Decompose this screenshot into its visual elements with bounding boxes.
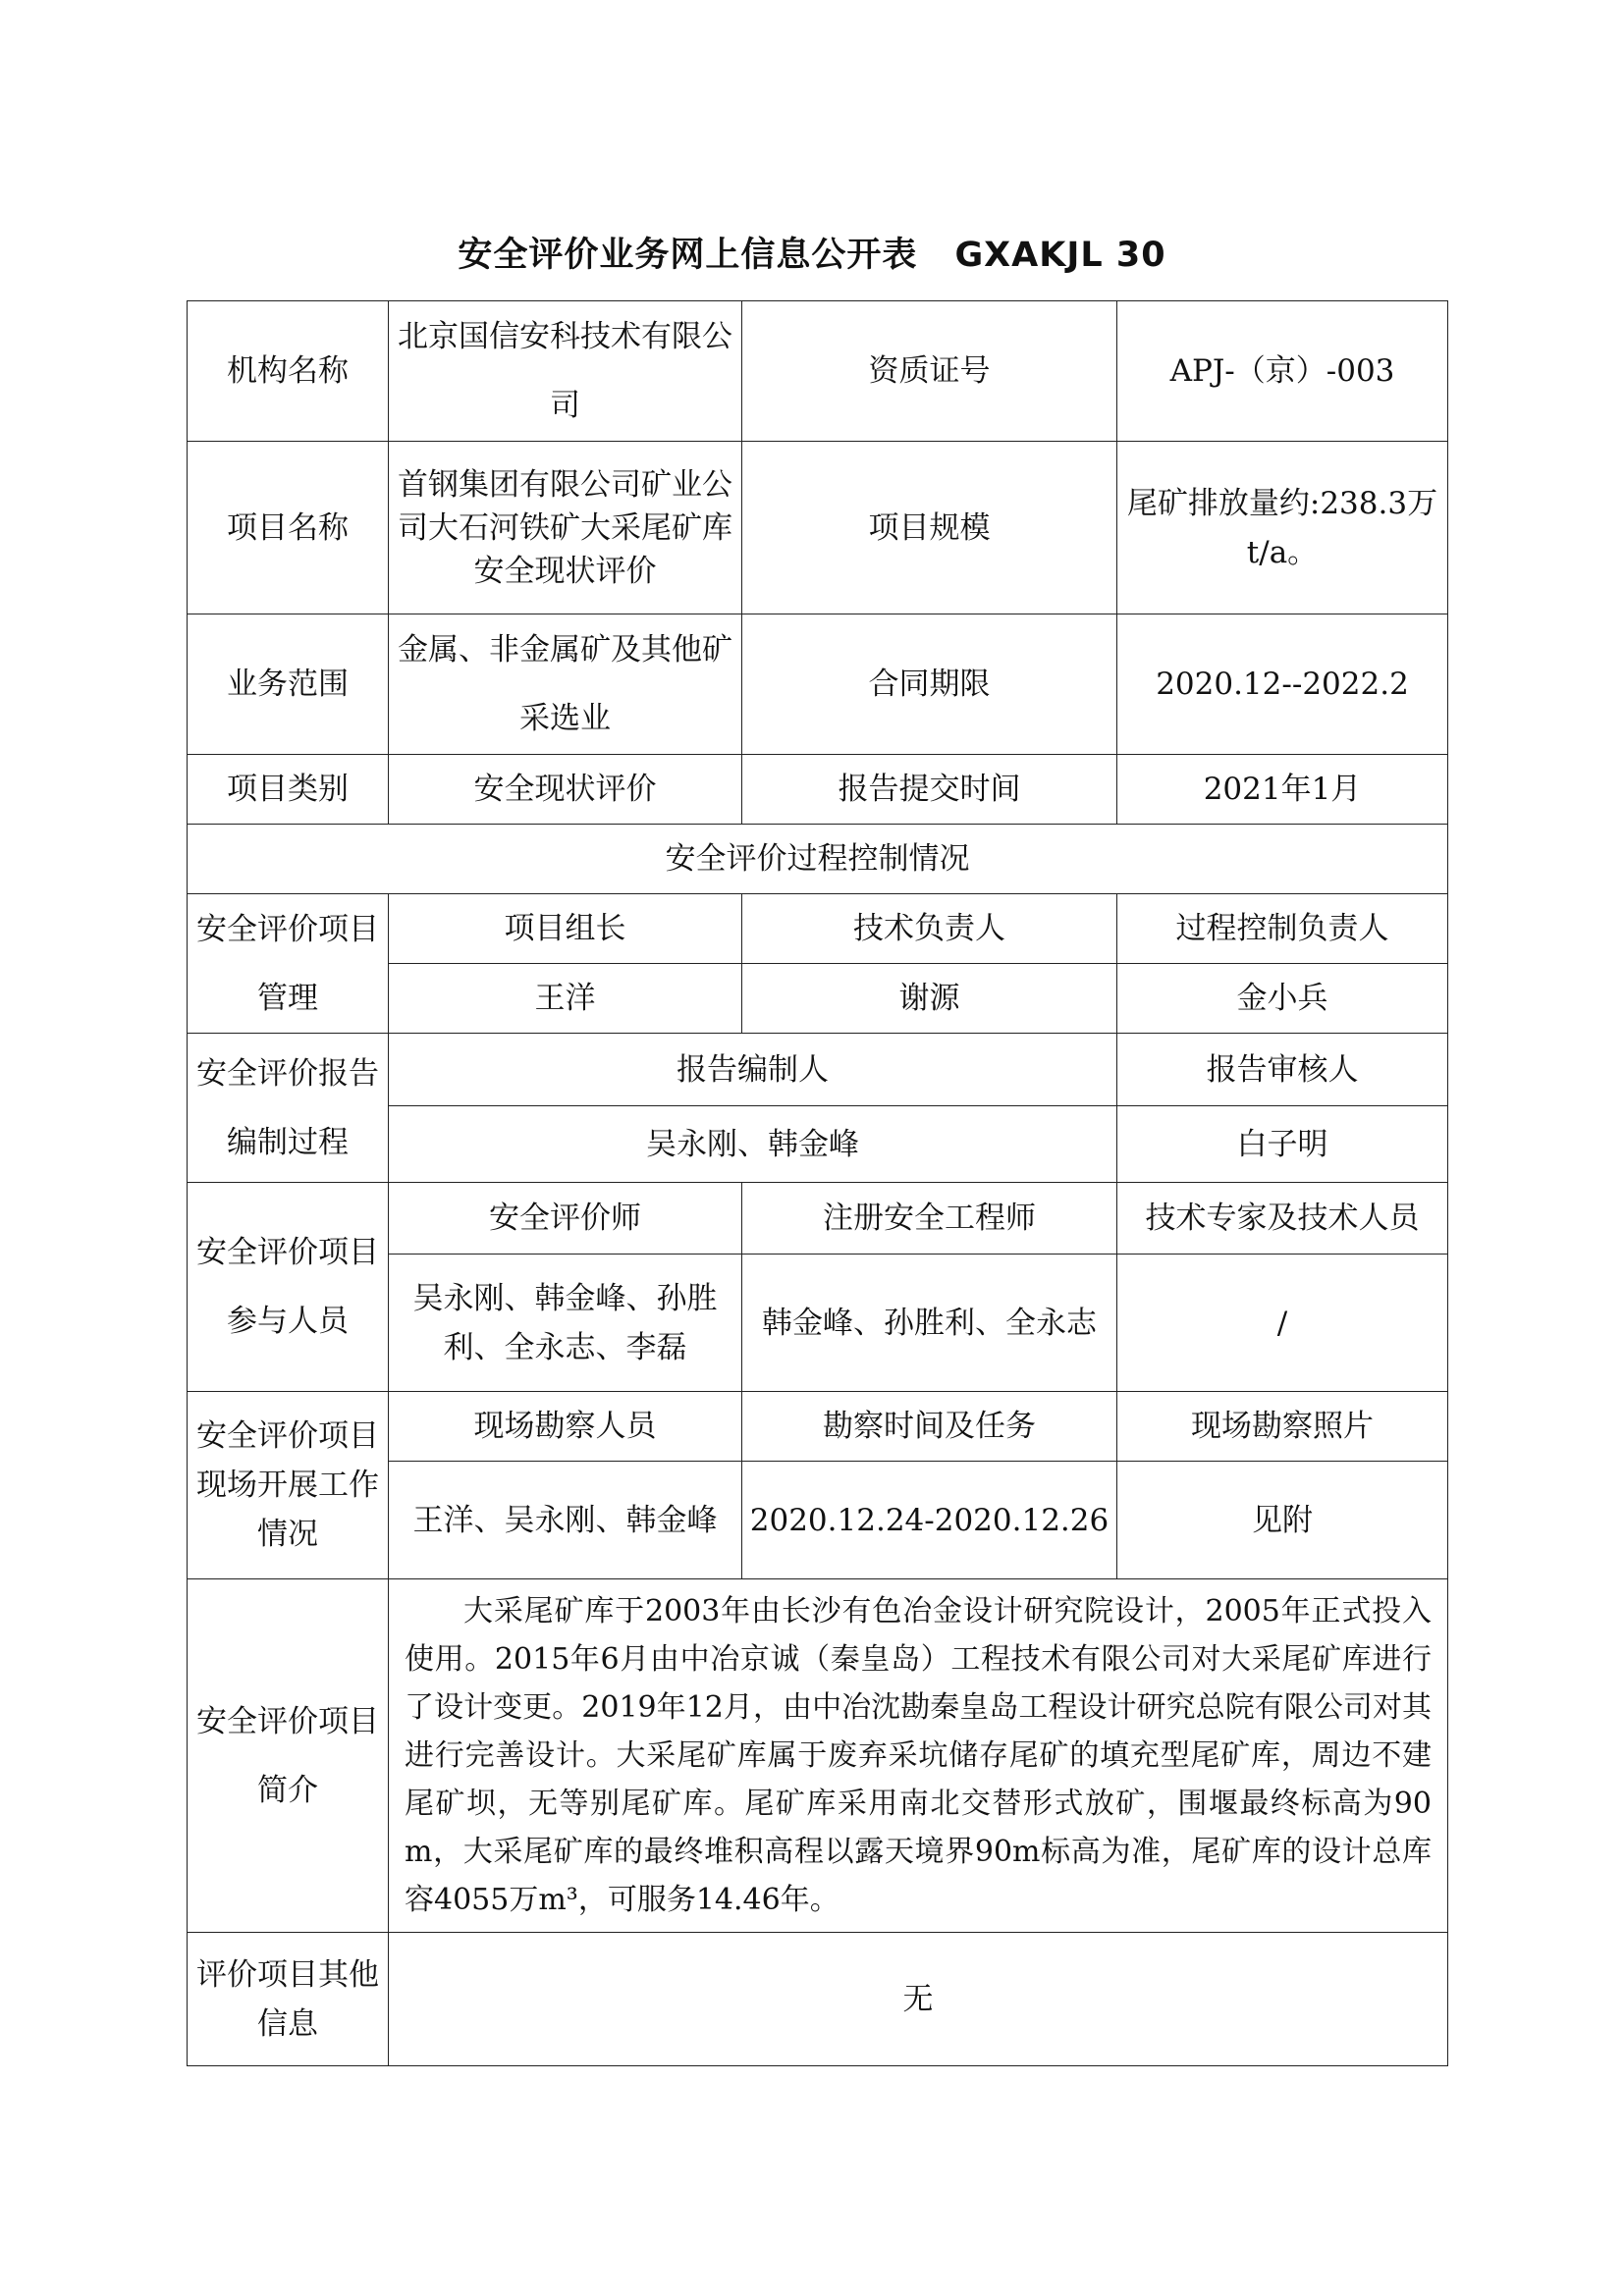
leader-label: 项目组长	[389, 894, 742, 964]
title-text: 安全评价业务网上信息公开表	[458, 236, 918, 275]
submit-value: 2021年1月	[1117, 755, 1448, 825]
scale-value: 尾矿排放量约:238.3万t/a。	[1117, 442, 1448, 614]
contract-label: 合同期限	[742, 614, 1117, 755]
other-value: 无	[389, 1933, 1448, 2066]
contract-value: 2020.12--2022.2	[1117, 614, 1448, 755]
survey-time-label: 勘察时间及任务	[742, 1392, 1117, 1462]
tech-value: 谢源	[742, 964, 1117, 1034]
leader-value: 王洋	[389, 964, 742, 1034]
survey-time-value: 2020.12.24-2020.12.26	[742, 1462, 1117, 1579]
report-label: 安全评价报告编制过程	[188, 1034, 389, 1183]
control-value: 金小兵	[1117, 964, 1448, 1034]
process-header: 安全评价过程控制情况	[188, 825, 1448, 894]
scope-label: 业务范围	[188, 614, 389, 755]
scale-label: 项目规模	[742, 442, 1117, 614]
reviewer-value: 白子明	[1117, 1106, 1448, 1183]
photo-label: 现场勘察照片	[1117, 1392, 1448, 1462]
photo-value: 见附	[1117, 1462, 1448, 1579]
engineer-label: 注册安全工程师	[742, 1183, 1117, 1255]
info-table	[187, 300, 1448, 2066]
cert-label: 资质证号	[742, 301, 1117, 442]
form-code: GXAKJL 30	[954, 236, 1166, 275]
surveyor-label: 现场勘察人员	[389, 1392, 742, 1462]
mgmt-label: 安全评价项目管理	[188, 894, 389, 1034]
evaluator-value: 吴永刚、韩金峰、孙胜利、全永志、李磊	[389, 1255, 742, 1392]
staff-label: 安全评价项目参与人员	[188, 1183, 389, 1392]
scope-value: 金属、非金属矿及其他矿采选业	[389, 614, 742, 755]
intro-value: 大采尾矿库于2003年由长沙有色冶金设计研究院设计，2005年正式投入使用。2015年6月由中冶京诚（秦皇岛）工程技术有限公司对大采尾矿库进行了设计变更。2019年12月，由中冶沈勘秦皇岛工程设计研究总院有限公司对其进行完善设计。大采尾矿库属于废弃采坑储存尾矿的填充型尾矿库，周边不建尾矿坝，无等别尾矿库。尾矿库采用南北交替形式放矿，围堰最终标高为90m，大采尾矿库的最终堆积高程以露天境界90m标高为准，尾矿库的设计总库容4055万m³，可服务14.46年。	[389, 1579, 1448, 1933]
category-value: 安全现状评价	[389, 755, 742, 825]
engineer-value: 韩金峰、孙胜利、全永志	[742, 1255, 1117, 1392]
author-value: 吴永刚、韩金峰	[389, 1106, 1117, 1183]
intro-label: 安全评价项目简介	[188, 1579, 389, 1933]
submit-label: 报告提交时间	[742, 755, 1117, 825]
evaluator-label: 安全评价师	[389, 1183, 742, 1255]
project-label: 项目名称	[188, 442, 389, 614]
expert-value: /	[1117, 1255, 1448, 1392]
reviewer-label: 报告审核人	[1117, 1034, 1448, 1106]
expert-label: 技术专家及技术人员	[1117, 1183, 1448, 1255]
control-label: 过程控制负责人	[1117, 894, 1448, 964]
category-label: 项目类别	[188, 755, 389, 825]
site-label: 安全评价项目现场开展工作情况	[188, 1392, 389, 1579]
other-label: 评价项目其他信息	[188, 1933, 389, 2066]
page-title	[0, 228, 1624, 277]
org-value: 北京国信安科技术有限公司	[389, 301, 742, 442]
org-label: 机构名称	[188, 301, 389, 442]
tech-label: 技术负责人	[742, 894, 1117, 964]
author-label: 报告编制人	[389, 1034, 1117, 1106]
cert-value: APJ-（京）-003	[1117, 301, 1448, 442]
surveyor-value: 王洋、吴永刚、韩金峰	[389, 1462, 742, 1579]
project-value: 首钢集团有限公司矿业公司大石河铁矿大采尾矿库安全现状评价	[389, 442, 742, 614]
